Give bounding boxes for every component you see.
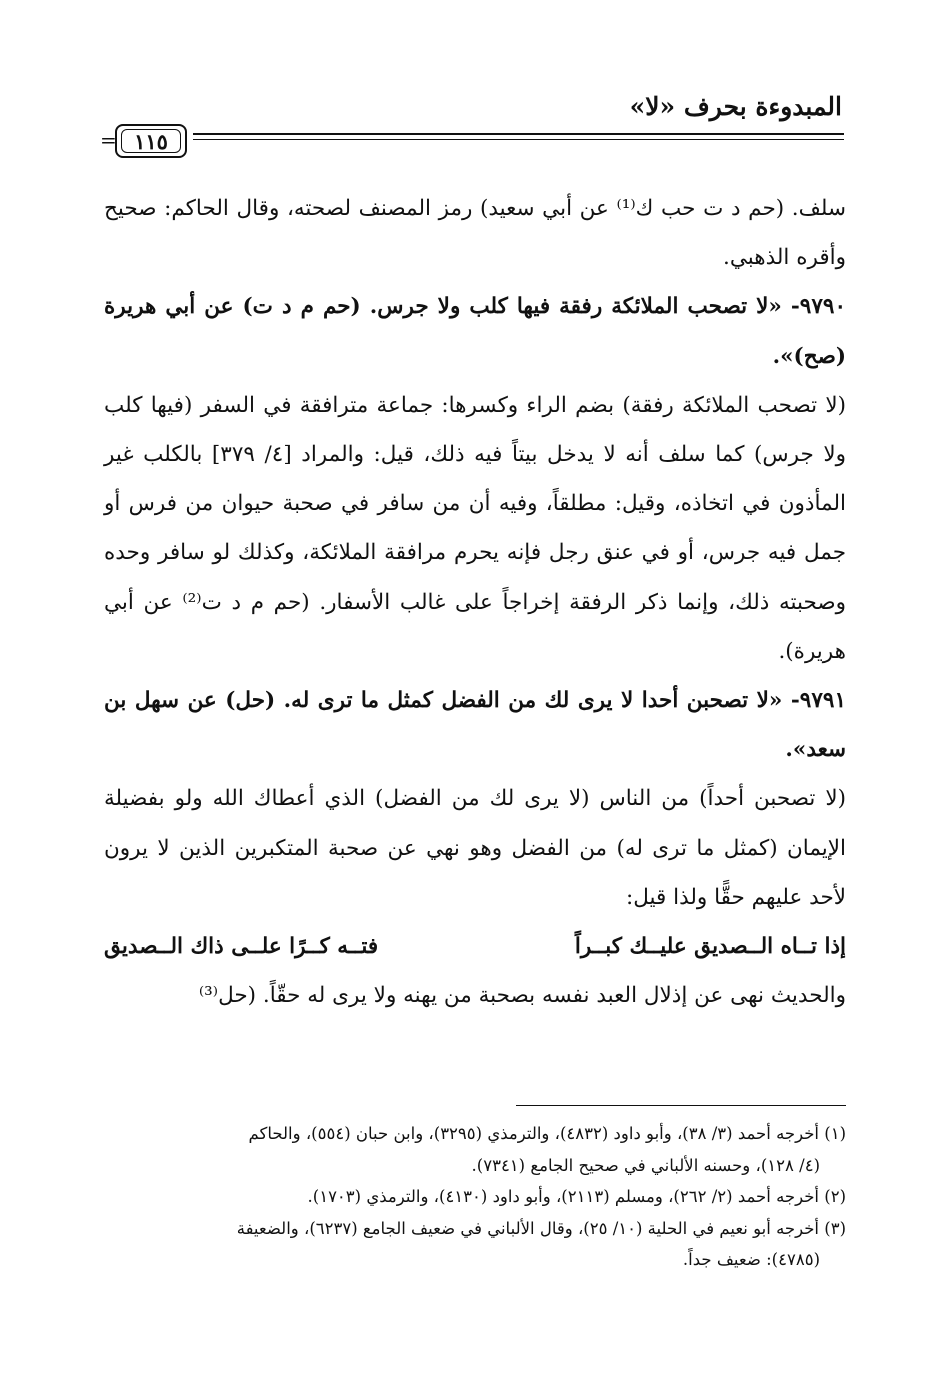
hadith-9790: ٩٧٩٠- «لا تصحب الملائكة رفقة فيها كلب ولا جرس. (حم م د ت) عن أبي هريرة (صح)». xyxy=(104,294,846,369)
footnote-divider xyxy=(516,1105,846,1106)
body-text xyxy=(104,184,846,1020)
paragraph-4: والحديث نهى عن إذلال العبد نفسه بصحبة من يهنه ولا يرى له حقّاً. (حل⁽³⁾ xyxy=(198,983,846,1009)
paragraph-3: (لا تصحبن أحداً) من الناس (لا يرى لك من الفضل) الذي أعطاك الله ولو بفضيلة الإيمان (كمثل ما ترى له) من الفضل وهو نهي عن صحبة المتكبرين الذين لا يرون لأحد عليهم حقًّا ولذا قيل: xyxy=(104,786,846,910)
poem-hemistich-first: إذا تــاه الــصديق عليــك كبــراً xyxy=(574,934,846,960)
page-number-frame xyxy=(115,124,187,158)
running-title: المبدوءة بحرف «لا» xyxy=(629,92,842,121)
header-frame-mark: = xyxy=(100,128,117,152)
footnote-2: (٢) أخرجه أحمد (٢/ ٢٦٢)، ومسلم (٢١١٣)، وأبو داود (٤١٣٠)، والترمذي (١٧٠٣). xyxy=(307,1187,846,1206)
footnote-3-line-2: (٤٧٨٥): ضعيف جداً. xyxy=(682,1250,820,1269)
header-rule-thick xyxy=(193,133,844,135)
footnote-3-line-1: (٣) أخرجه أبو نعيم في الحلية (١٠/ ٢٥)، وقال الألباني في ضعيف الجامع (٦٢٣٧)، والضعيفة xyxy=(236,1218,846,1238)
footnote-1-line-2: (٤/ ١٢٨)، وحسنه الألباني في صحيح الجامع (٧٣٤١). xyxy=(471,1155,820,1175)
footnotes xyxy=(104,1118,846,1276)
hadith-9791: ٩٧٩١- «لا تصحبن أحدا لا يرى لك من الفضل كمثل ما ترى له. (حل) عن سهل بن سعد». xyxy=(104,688,846,763)
poem-verse xyxy=(104,922,846,971)
footnote-1-line-1: (١) أخرجه أحمد (٣/ ٣٨)، وأبو داود (٤٨٣٢)، والترمذي (٣٢٩٥)، وابن حبان (٥٥٤)، والحاكم xyxy=(248,1124,846,1143)
header-rule-thin xyxy=(193,139,844,140)
paragraph-2: (لا تصحب الملائكة رفقة) بضم الراء وكسرها: جماعة مترافقة في السفر (فيها كلب ولا جرس) كما سلف أنه لا يدخل بيتاً فيه ذلك، قيل: والمراد [٤/ ٣٧٩] بالكلب غير المأذون في اتخاذه، وقيل: مطلقاً، وفيه أن من سافر في صحبة حيوان من فرس أو جمل فيه جرس، أو في عنق رجل فإنه يحرم مرافقة الملائكة، وكذلك لو سافر وحده وصحبته ذلك، وإنما ذكر الرفقة إخراجاً على غالب الأسفار. (حم م د ت⁽²⁾ عن أبي هريرة). xyxy=(104,392,847,664)
paragraph-1: سلف. (حم د ت حب ك⁽¹⁾ عن أبي سعيد) رمز المصنف لصحته، وقال الحاكم: صحيح وأقره الذهبي. xyxy=(104,196,846,271)
page-number: ١١٥ xyxy=(121,129,181,153)
poem-hemistich-second: فتــه كــرًا علــى ذاك الــصديق xyxy=(104,934,379,960)
